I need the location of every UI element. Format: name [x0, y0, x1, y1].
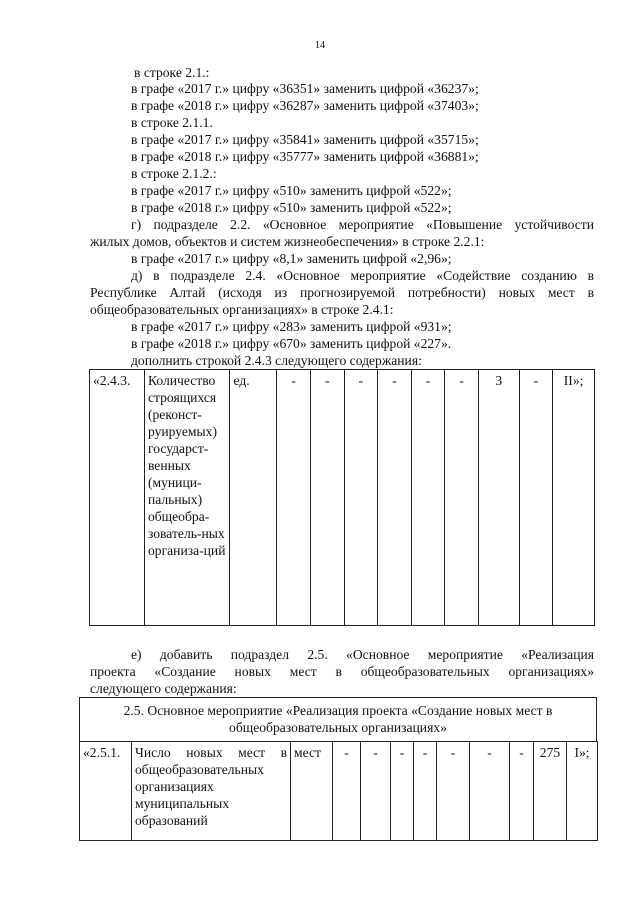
text-line-3: в графе «2018 г.» цифру «36287» заменить цифрой «37403»; [131, 98, 479, 113]
text-line-7: в строке 2.1.2.: [131, 166, 217, 181]
value-cell: - [414, 742, 437, 841]
para-e-line-2: проекта «Создание новых мест в общеобразовательных организациях» [90, 664, 594, 679]
para-e-line-3: следующего содержания: [90, 681, 237, 696]
value-cell: - [510, 742, 534, 841]
value-cell: - [411, 370, 445, 626]
subsection-header-line-1: 2.5. Основное мероприятие «Реализация проекта «Создание новых мест в [123, 703, 553, 718]
subsection-header-line-2: общеобразовательных организациях» [229, 720, 447, 735]
page-number: 14 [315, 40, 325, 51]
value-cell: - [361, 742, 391, 841]
text-line-1: в строке 2.1.: [134, 65, 210, 80]
last-cell: I»; [567, 742, 598, 841]
value-cell: - [310, 370, 344, 626]
text-line-13: д) в подразделе 2.4. «Основное мероприятие «Содействие созданию в [131, 268, 594, 283]
value-cell: - [333, 742, 361, 841]
last-cell: II»; [553, 370, 595, 626]
value-cell: 3 [478, 370, 519, 626]
indicator-name-cell: Число новых мест в общеобразовательных организациях муниципальных образований [132, 742, 291, 841]
table-row-2-5-1 [79, 741, 598, 841]
table-row-2-4-3 [89, 369, 595, 626]
text-line-15: общеобразовательных организациях» в строке 2.4.1: [90, 302, 394, 317]
unit-cell: мест [291, 742, 333, 841]
text-line-14: Республике Алтай (исходя из прогнозируемой потребности) новых мест в [90, 285, 594, 300]
value-cell: - [344, 370, 378, 626]
text-line-12: в графе «2017 г.» цифру «8,1» заменить цифрой «2,96»; [131, 251, 452, 266]
text-line-2: в графе «2017 г.» цифру «36351» заменить цифрой «36237»; [131, 81, 479, 96]
value-cell: - [277, 370, 311, 626]
text-line-6: в графе «2018 г.» цифру «35777» заменить цифрой «36881»; [131, 149, 479, 164]
text-line-8: в графе «2017 г.» цифру «510» заменить цифрой «522»; [131, 183, 452, 198]
value-cell: - [391, 742, 414, 841]
value-cell: - [378, 370, 412, 626]
row-number-cell: «2.4.3. [90, 370, 145, 626]
value-cell: - [470, 742, 510, 841]
text-line-9: в графе «2018 г.» цифру «510» заменить цифрой «522»; [131, 200, 452, 215]
text-line-4: в строке 2.1.1. [131, 115, 213, 130]
text-line-5: в графе «2017 г.» цифру «35841» заменить цифрой «35715»; [131, 132, 479, 147]
para-e-line-1: е) добавить подраздел 2.5. «Основное мероприятие «Реализация [131, 647, 594, 662]
indicator-name-cell: Количество строящихся (реконст-руируемых) государст-венных (муници-пальных) общеобра-зователь-ных организа-ций [144, 370, 230, 626]
text-line-10: г) подразделе 2.2. «Основное мероприятие «Повышение устойчивости [131, 217, 594, 232]
text-line-11: жилых домов, объектов и систем жизнеобеспечения» в строке 2.2.1: [90, 234, 485, 249]
text-line-16: в графе «2017 г.» цифру «283» заменить цифрой «931»; [131, 319, 452, 334]
row-number-cell: «2.5.1. [80, 742, 132, 841]
text-line-17: в графе «2018 г.» цифру «670» заменить цифрой «227». [131, 336, 452, 351]
value-cell: 275 [534, 742, 567, 841]
subsection-header-2-5 [79, 697, 597, 742]
unit-cell: ед. [230, 370, 277, 626]
value-cell: - [437, 742, 470, 841]
value-cell: - [445, 370, 479, 626]
value-cell: - [519, 370, 553, 626]
text-line-18: дополнить строкой 2.4.3 следующего содержания: [131, 353, 422, 368]
